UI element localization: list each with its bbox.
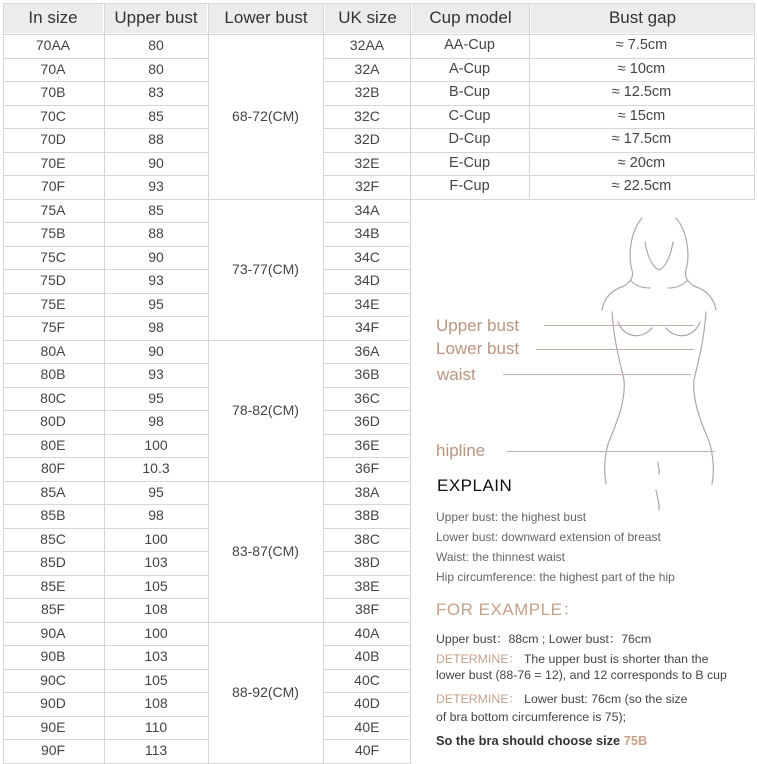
cell-in-size: 80A bbox=[40, 342, 66, 359]
example-line-2-text: The upper bust is shorter than the bbox=[523, 652, 709, 666]
cell-uk-size: 38D bbox=[354, 554, 380, 570]
header-in-size: In size bbox=[3, 3, 103, 33]
cell-bust-gap: ≈ 20cm bbox=[617, 154, 666, 171]
cell-cup-model: B-Cup bbox=[448, 84, 491, 100]
cell-cup-model: F-Cup bbox=[449, 178, 490, 194]
example-line-2 bbox=[436, 649, 708, 667]
cell-in-size: 70E bbox=[40, 154, 66, 171]
cell-cup-model: AA-Cup bbox=[444, 37, 495, 53]
cell-upper-bust: 103 bbox=[144, 554, 168, 570]
cell-uk-size: 40A bbox=[354, 624, 380, 641]
cell-upper-bust: 103 bbox=[144, 648, 168, 664]
cell-in-size: 90C bbox=[40, 671, 66, 688]
cell-upper-bust: 95 bbox=[148, 295, 164, 312]
cell-upper-bust: 93 bbox=[148, 272, 164, 288]
cell-uk-size: 34D bbox=[354, 272, 380, 288]
grid-vline bbox=[754, 3, 755, 199]
label-waist: waist bbox=[437, 365, 476, 384]
cell-in-size: 85D bbox=[40, 554, 66, 570]
cell-in-size: 70F bbox=[40, 178, 66, 194]
cell-in-size: 80C bbox=[40, 389, 66, 406]
header-bust-gap: Bust gap bbox=[531, 3, 754, 33]
cell-upper-bust: 90 bbox=[148, 154, 164, 171]
cell-upper-bust: 108 bbox=[144, 601, 168, 617]
cell-in-size: 85A bbox=[40, 483, 66, 500]
cell-in-size: 75F bbox=[40, 319, 66, 335]
example-line-4-text: Lower bust: 76cm (so the size bbox=[524, 692, 688, 706]
cell-in-size: 90B bbox=[40, 648, 66, 664]
cell-in-size: 90E bbox=[40, 718, 66, 735]
cell-uk-size: 34C bbox=[354, 248, 380, 265]
example-conclusion bbox=[436, 733, 647, 748]
cell-lower-bust-group: 78-82(CM) bbox=[232, 401, 299, 418]
cell-upper-bust: 95 bbox=[148, 483, 164, 500]
cell-lower-bust-group: 88-92(CM) bbox=[232, 683, 299, 700]
cell-uk-size: 38F bbox=[354, 601, 380, 617]
explain-line-hip: Hip circumference: the highest part of the hip bbox=[436, 570, 675, 584]
cell-upper-bust: 10.3 bbox=[142, 460, 170, 476]
cell-in-size: 85F bbox=[40, 601, 66, 617]
cell-upper-bust: 110 bbox=[144, 718, 168, 735]
cell-uk-size: 36A bbox=[354, 342, 380, 359]
cell-upper-bust: 108 bbox=[144, 695, 168, 711]
cell-upper-bust: 100 bbox=[144, 530, 168, 547]
cell-upper-bust: 83 bbox=[148, 84, 164, 100]
cell-uk-size: 38B bbox=[354, 507, 380, 523]
explain-line-upper: Upper bust: the highest bust bbox=[436, 510, 587, 524]
cell-in-size: 80E bbox=[40, 436, 66, 453]
cell-uk-size: 38A bbox=[354, 483, 380, 500]
example-line-1: Upper bust：88cm ; Lower bust：76cm bbox=[436, 632, 652, 646]
cell-uk-size: 34E bbox=[354, 295, 380, 312]
explain-title: EXPLAIN bbox=[437, 476, 513, 495]
line-waist bbox=[503, 374, 691, 375]
cell-upper-bust: 105 bbox=[144, 671, 168, 688]
cell-bust-gap: ≈ 12.5cm bbox=[611, 84, 672, 100]
cell-upper-bust: 100 bbox=[144, 624, 168, 641]
cell-in-size: 75B bbox=[40, 225, 66, 241]
cell-uk-size: 32B bbox=[354, 84, 380, 100]
cell-in-size: 75D bbox=[40, 272, 66, 288]
cell-uk-size: 32E bbox=[354, 154, 380, 171]
explain-line-waist: Waist: the thinnest waist bbox=[436, 550, 565, 564]
explain-line-lower: Lower bust: downward extension of breast bbox=[436, 530, 661, 544]
cell-uk-size: 38C bbox=[354, 530, 380, 547]
cell-bust-gap: ≈ 15cm bbox=[617, 107, 666, 124]
cell-uk-size: 36C bbox=[354, 389, 380, 406]
cell-uk-size: 40B bbox=[354, 648, 380, 664]
cell-uk-size: 32F bbox=[354, 178, 380, 194]
cell-uk-size: 40E bbox=[354, 718, 380, 735]
cell-in-size: 90A bbox=[40, 624, 66, 641]
label-hipline: hipline bbox=[436, 441, 486, 460]
cell-uk-size: 32C bbox=[354, 107, 380, 124]
example-line-3: lower bust (88-76 = 12), and 12 corresponds to B cup bbox=[436, 668, 727, 682]
cell-in-size: 90D bbox=[40, 695, 66, 711]
cell-upper-bust: 88 bbox=[148, 131, 164, 147]
header-upper-bust: Upper bust bbox=[105, 3, 207, 33]
cell-cup-model: A-Cup bbox=[448, 60, 491, 77]
cell-cup-model: E-Cup bbox=[448, 154, 491, 171]
cell-in-size: 70C bbox=[40, 107, 66, 124]
cell-upper-bust: 90 bbox=[148, 342, 164, 359]
cell-upper-bust: 100 bbox=[144, 436, 168, 453]
cell-in-size: 75C bbox=[40, 248, 66, 265]
cell-upper-bust: 113 bbox=[144, 742, 168, 758]
cell-in-size: 75E bbox=[40, 295, 66, 312]
cell-uk-size: 40C bbox=[354, 671, 380, 688]
line-hipline bbox=[507, 451, 715, 452]
cell-upper-bust: 85 bbox=[148, 107, 164, 124]
example-line-4 bbox=[436, 689, 688, 707]
cell-upper-bust: 105 bbox=[144, 577, 168, 594]
cell-in-size: 70D bbox=[40, 131, 66, 147]
cell-uk-size: 38E bbox=[354, 577, 380, 594]
cell-in-size: 80D bbox=[40, 413, 66, 429]
conclusion-text: So the bra should choose size bbox=[436, 733, 624, 748]
cell-bust-gap: ≈ 22.5cm bbox=[611, 178, 672, 194]
header-cup-model: Cup model bbox=[412, 3, 529, 33]
cell-uk-size: 40D bbox=[354, 695, 380, 711]
cell-in-size: 90F bbox=[40, 742, 66, 758]
cell-uk-size: 36D bbox=[354, 413, 380, 429]
cell-in-size: 85E bbox=[40, 577, 66, 594]
grid-hline bbox=[410, 199, 755, 200]
cell-uk-size: 36B bbox=[354, 366, 380, 382]
cell-in-size: 80B bbox=[40, 366, 66, 382]
cell-in-size: 70B bbox=[40, 84, 66, 100]
line-upper-bust bbox=[544, 325, 694, 326]
conclusion-size: 75B bbox=[623, 733, 648, 748]
example-line-5: of bra bottom circumference is 75); bbox=[436, 710, 626, 724]
cell-in-size: 75A bbox=[40, 201, 66, 218]
cell-bust-gap: ≈ 17.5cm bbox=[611, 131, 672, 147]
cell-upper-bust: 90 bbox=[148, 248, 164, 265]
cell-upper-bust: 93 bbox=[148, 366, 164, 382]
cell-uk-size: 40F bbox=[354, 742, 380, 758]
example-title: FOR EXAMPLE： bbox=[436, 600, 580, 619]
body-silhouette-illustration bbox=[590, 212, 730, 512]
label-upper-bust: Upper bust bbox=[436, 316, 520, 335]
cell-upper-bust: 85 bbox=[148, 201, 164, 218]
cell-uk-size: 36E bbox=[354, 436, 380, 453]
cell-lower-bust-group: 73-77(CM) bbox=[232, 260, 299, 277]
cell-in-size: 70AA bbox=[35, 37, 71, 53]
cell-uk-size: 34A bbox=[354, 201, 380, 218]
determine-label-2: DETERMINE： bbox=[436, 692, 521, 706]
cell-upper-bust: 95 bbox=[148, 389, 164, 406]
cell-uk-size: 34F bbox=[354, 319, 380, 335]
cell-cup-model: C-Cup bbox=[448, 107, 491, 124]
cell-lower-bust-group: 68-72(CM) bbox=[232, 108, 299, 124]
header-uk-size: UK size bbox=[325, 3, 410, 33]
grid-hline bbox=[3, 3, 755, 4]
cell-in-size: 80F bbox=[40, 460, 66, 476]
cell-upper-bust: 93 bbox=[148, 178, 164, 194]
cell-in-size: 85B bbox=[40, 507, 66, 523]
line-lower-bust bbox=[536, 349, 694, 350]
cell-uk-size: 32D bbox=[354, 131, 380, 147]
cell-in-size: 85C bbox=[40, 530, 66, 547]
determine-label-1: DETERMINE： bbox=[436, 652, 521, 666]
cell-upper-bust: 98 bbox=[148, 319, 164, 335]
cell-cup-model: D-Cup bbox=[448, 131, 491, 147]
cell-lower-bust-group: 83-87(CM) bbox=[232, 542, 299, 559]
cell-in-size: 70A bbox=[40, 60, 66, 77]
cell-upper-bust: 88 bbox=[148, 225, 164, 241]
cell-uk-size: 32AA bbox=[349, 37, 385, 53]
cell-upper-bust: 80 bbox=[148, 60, 164, 77]
cell-bust-gap: ≈ 7.5cm bbox=[615, 37, 668, 53]
cell-uk-size: 32A bbox=[354, 60, 380, 77]
header-lower-bust: Lower bust bbox=[209, 3, 323, 33]
label-lower-bust: Lower bust bbox=[436, 339, 520, 358]
cell-upper-bust: 80 bbox=[148, 37, 164, 53]
cell-upper-bust: 98 bbox=[148, 413, 164, 429]
cell-uk-size: 34B bbox=[354, 225, 380, 241]
cell-uk-size: 36F bbox=[354, 460, 380, 476]
cell-bust-gap: ≈ 10cm bbox=[617, 60, 666, 77]
cell-upper-bust: 98 bbox=[148, 507, 164, 523]
